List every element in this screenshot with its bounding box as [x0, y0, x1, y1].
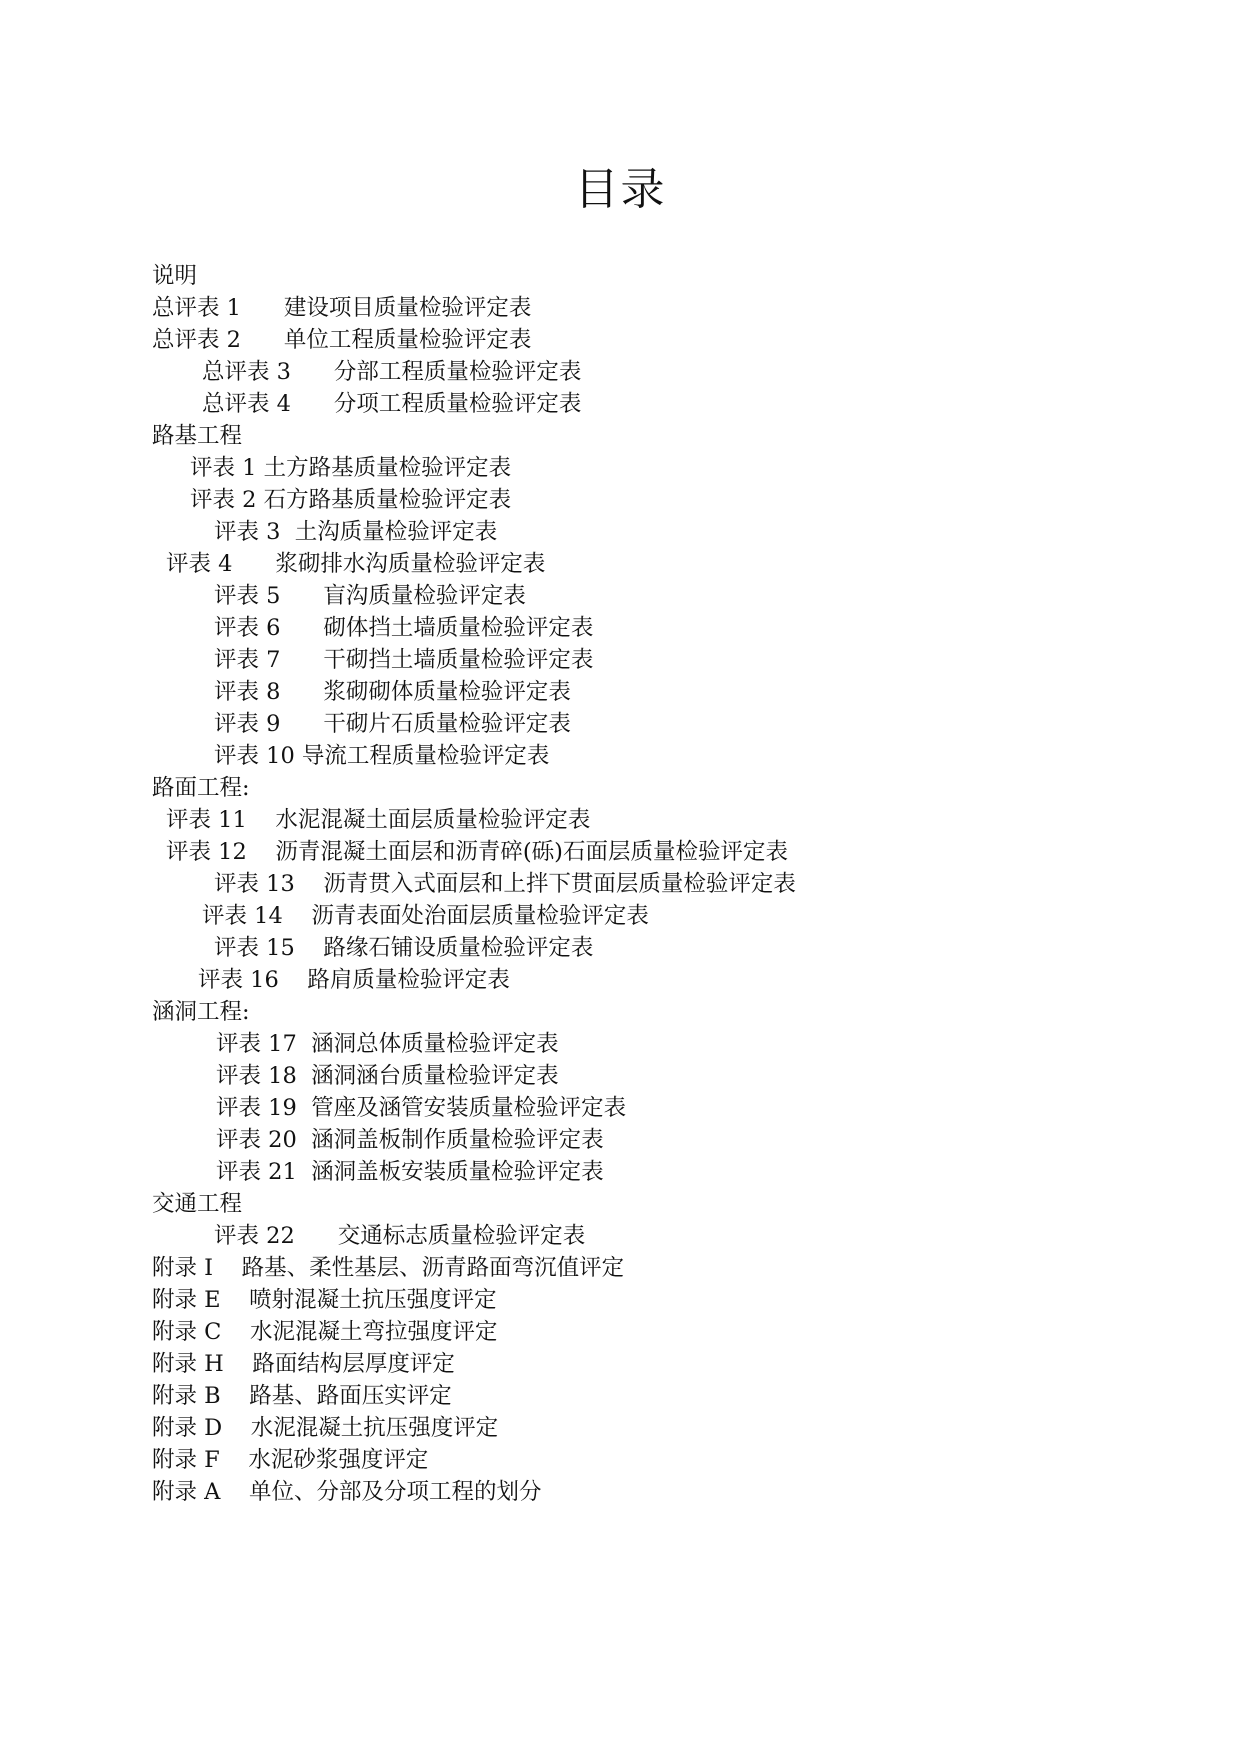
toc-entry: 评表 13 沥青贯入式面层和上拌下贯面层质量检验评定表	[214, 871, 796, 897]
toc-entry: 评表 19 管座及涵管安装质量检验评定表	[216, 1095, 627, 1121]
toc-entry: 评表 4 浆砌排水沟质量检验评定表	[166, 551, 546, 577]
toc-entry: 总评表 1 建设项目质量检验评定表	[152, 295, 532, 321]
toc-entry: 评表 9 干砌片石质量检验评定表	[214, 711, 571, 737]
toc-appendix-entry: 附录 I 路基、柔性基层、沥青路面弯沉值评定	[152, 1255, 625, 1281]
toc-entry: 评表 7 干砌挡土墙质量检验评定表	[214, 647, 594, 673]
toc-entry: 评表 3 土沟质量检验评定表	[214, 519, 498, 545]
toc-entry: 评表 5 盲沟质量检验评定表	[214, 583, 526, 609]
toc-appendix-entry: 附录 B 路基、路面压实评定	[152, 1383, 452, 1409]
toc-entry: 评表 20 涵洞盖板制作质量检验评定表	[216, 1127, 604, 1153]
toc-entry: 评表 12 沥青混凝土面层和沥青碎(砾)石面层质量检验评定表	[166, 839, 788, 865]
toc-entry: 评表 16 路肩质量检验评定表	[198, 967, 510, 993]
toc-appendix-entry: 附录 D 水泥混凝土抗压强度评定	[152, 1415, 499, 1441]
toc-appendix-entry: 附录 E 喷射混凝土抗压强度评定	[152, 1287, 497, 1313]
toc-appendix-entry: 附录 C 水泥混凝土弯拉强度评定	[152, 1319, 498, 1345]
toc-entry: 总评表 3 分部工程质量检验评定表	[202, 359, 582, 385]
toc-entry: 评表 11 水泥混凝土面层质量检验评定表	[166, 807, 591, 833]
toc-entry: 评表 18 涵洞涵台质量检验评定表	[216, 1063, 559, 1089]
toc-entry: 评表 21 涵洞盖板安装质量检验评定表	[216, 1159, 604, 1185]
toc-appendix-entry: 附录 F 水泥砂浆强度评定	[152, 1447, 429, 1473]
toc-section-heading: 路面工程:	[152, 775, 250, 801]
toc-section-heading: 交通工程	[152, 1191, 243, 1217]
toc-entry: 说明	[152, 263, 198, 289]
toc-entry: 总评表 2 单位工程质量检验评定表	[152, 327, 532, 353]
toc-entry: 评表 15 路缘石铺设质量检验评定表	[214, 935, 594, 961]
toc-entry: 评表 8 浆砌砌体质量检验评定表	[214, 679, 571, 705]
toc-appendix-entry: 附录 H 路面结构层厚度评定	[152, 1351, 455, 1377]
toc-appendix-entry: 附录 A 单位、分部及分项工程的划分	[152, 1479, 542, 1505]
toc-entry: 总评表 4 分项工程质量检验评定表	[202, 391, 582, 417]
toc-entry: 评表 1 土方路基质量检验评定表	[190, 455, 512, 481]
toc-section-heading: 路基工程	[152, 423, 243, 449]
toc-entry: 评表 22 交通标志质量检验评定表	[214, 1223, 586, 1249]
toc-entry: 评表 6 砌体挡土墙质量检验评定表	[214, 615, 594, 641]
toc-entry: 评表 14 沥青表面处治面层质量检验评定表	[202, 903, 649, 929]
toc-entry: 评表 17 涵洞总体质量检验评定表	[216, 1031, 559, 1057]
toc-entry: 评表 2 石方路基质量检验评定表	[190, 487, 512, 513]
page-title: 目录	[574, 164, 667, 215]
toc-entry: 评表 10 导流工程质量检验评定表	[214, 743, 550, 769]
toc-section-heading: 涵洞工程:	[152, 999, 250, 1025]
